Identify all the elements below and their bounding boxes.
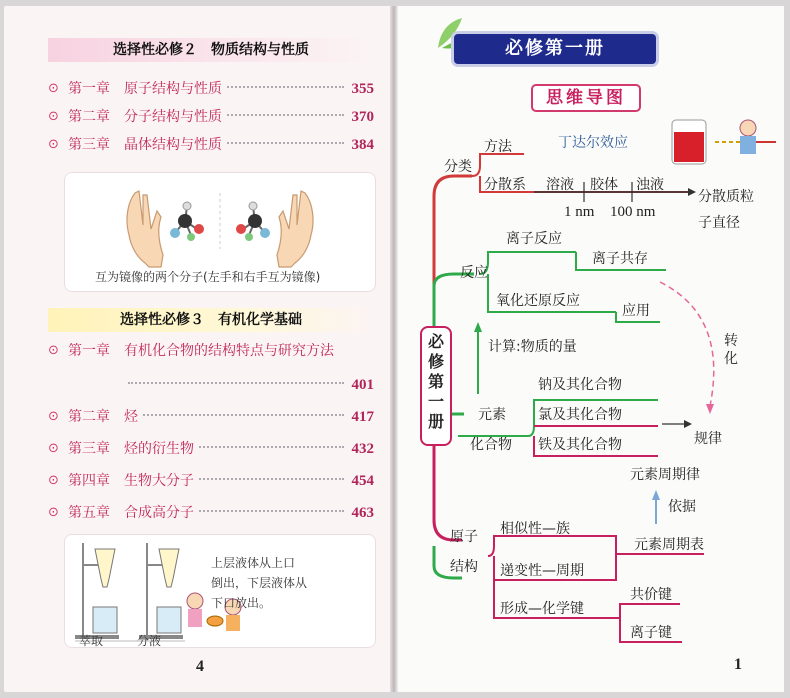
root-node: [420, 326, 452, 446]
node-calc: 计算:物质的量: [488, 339, 577, 355]
lab-note-line: 上层液体从上口: [211, 556, 296, 570]
right-page: [398, 6, 784, 692]
page-ref: 432: [348, 438, 375, 460]
node-method: 方法: [484, 139, 512, 155]
section3-title: 选择性必修３ 有机化学基础: [48, 308, 374, 332]
node-dispersion: 分散系: [484, 177, 526, 193]
bullet-icon: ⊙: [48, 409, 59, 424]
node-ionic-bond: 离子键: [630, 625, 672, 641]
leader-dots: [128, 382, 344, 384]
node-reaction: 反应: [460, 265, 488, 281]
node-covalent-bond: 共价键: [630, 587, 672, 603]
page-ref: 370: [348, 106, 375, 128]
lab-note: [211, 553, 307, 613]
page-ref: 401: [348, 374, 375, 396]
left-page: [4, 6, 390, 692]
page-ref: 463: [348, 502, 375, 524]
bullet-icon: ⊙: [48, 441, 59, 456]
toc-row[interactable]: [48, 406, 374, 428]
carbon-atom-icon: [178, 214, 192, 228]
node-compound: 化合物: [470, 437, 512, 453]
node-periodic-table: 元素周期表: [634, 537, 704, 553]
chapter-label: 第四章 生物大分子: [68, 470, 198, 492]
node-transform: 转化: [724, 333, 738, 367]
toc-row[interactable]: [48, 340, 374, 362]
toc-row[interactable]: [48, 78, 374, 100]
chapter-label: 第一章 原子结构与性质: [68, 78, 226, 100]
range-left: 1 nm: [564, 204, 595, 220]
toc-row-continued[interactable]: [48, 374, 374, 396]
bullet-icon: ⊙: [48, 137, 59, 152]
left-hand-icon: [127, 191, 163, 267]
toc-row[interactable]: [48, 438, 374, 460]
node-particle-size: 分散质粒: [698, 189, 754, 205]
mirror-molecules-illustration: [64, 172, 376, 292]
node-colloid: 胶体: [590, 177, 618, 193]
page-number: 4: [196, 658, 204, 675]
bullet-icon: ⊙: [48, 343, 59, 358]
chapter-label: 第一章 有机化合物的结构特点与研究方法: [68, 340, 338, 362]
node-iron: 铁及其化合物: [538, 437, 622, 453]
node-element: 元素: [478, 407, 506, 423]
node-law: 规律: [694, 431, 722, 447]
page-ref: 417: [348, 406, 375, 428]
bullet-icon: ⊙: [48, 473, 59, 488]
mirror-caption: 互为镜像的两个分子(左手和右手互为镜像): [95, 270, 321, 284]
node-periodic-law: 元素周期律: [630, 467, 700, 483]
book-spine: [390, 6, 398, 692]
bullet-icon: ⊙: [48, 505, 59, 520]
node-particle-size-2: 子直径: [698, 215, 740, 231]
node-redox: 氧化还原反应: [496, 293, 580, 309]
carbon-atom-icon: [248, 214, 262, 228]
lab-illustration: [64, 534, 376, 648]
node-chemical-bond: 形成—化学键: [500, 601, 584, 617]
page-ref: 355: [348, 78, 375, 100]
toc-row[interactable]: [48, 502, 374, 524]
chapter-label: 第二章 烃: [68, 406, 142, 428]
lab-note-line: 倒出，下层液体从: [211, 576, 308, 590]
node-application: 应用: [622, 303, 650, 319]
right-hand-icon: [277, 191, 313, 267]
label-extract: 萃取: [79, 634, 104, 648]
page-ref: 454: [348, 470, 375, 492]
toc-row[interactable]: [48, 106, 374, 128]
node-chlorine: 氯及其化合物: [538, 407, 622, 423]
book-banner: 必修第一册: [454, 34, 656, 64]
chapter-label: 第三章 烃的衍生物: [68, 438, 198, 460]
node-ionic-reaction: 离子反应: [506, 231, 562, 247]
node-tyndall: 丁达尔效应: [558, 135, 628, 151]
node-basis: 依据: [668, 499, 696, 515]
page-number: 1: [734, 656, 742, 673]
node-structure: 结构: [450, 559, 478, 575]
chapter-label: 第三章 晶体结构与性质: [68, 134, 226, 156]
label-separate: 分液: [137, 634, 162, 648]
node-gradation: 递变性—周期: [500, 563, 584, 579]
funnel-icon: [159, 549, 179, 587]
chapter-label: 第二章 分子结构与性质: [68, 106, 226, 128]
node-classification: 分类: [444, 159, 472, 175]
toc-row[interactable]: [48, 470, 374, 492]
toc-row[interactable]: [48, 134, 374, 156]
page-ref: 384: [348, 134, 375, 156]
funnel-icon: [95, 549, 115, 587]
bullet-icon: ⊙: [48, 81, 59, 96]
node-solution: 溶液: [546, 177, 574, 193]
lab-note-line: 下口放出。: [211, 596, 272, 610]
chapter-label: 第五章 合成高分子: [68, 502, 198, 524]
range-right: 100 nm: [610, 204, 656, 220]
node-ion-coexist: 离子共存: [592, 251, 648, 267]
node-similarity: 相似性—族: [500, 521, 570, 537]
mindmap-title: 思维导图: [531, 84, 641, 112]
section2-title: 选择性必修２ 物质结构与性质: [48, 38, 374, 62]
node-suspension: 浊液: [636, 177, 664, 193]
bullet-icon: ⊙: [48, 109, 59, 124]
node-atom: 原子: [450, 529, 478, 545]
node-sodium: 钠及其化合物: [538, 377, 622, 393]
root-label: 必修第一册: [428, 332, 445, 431]
